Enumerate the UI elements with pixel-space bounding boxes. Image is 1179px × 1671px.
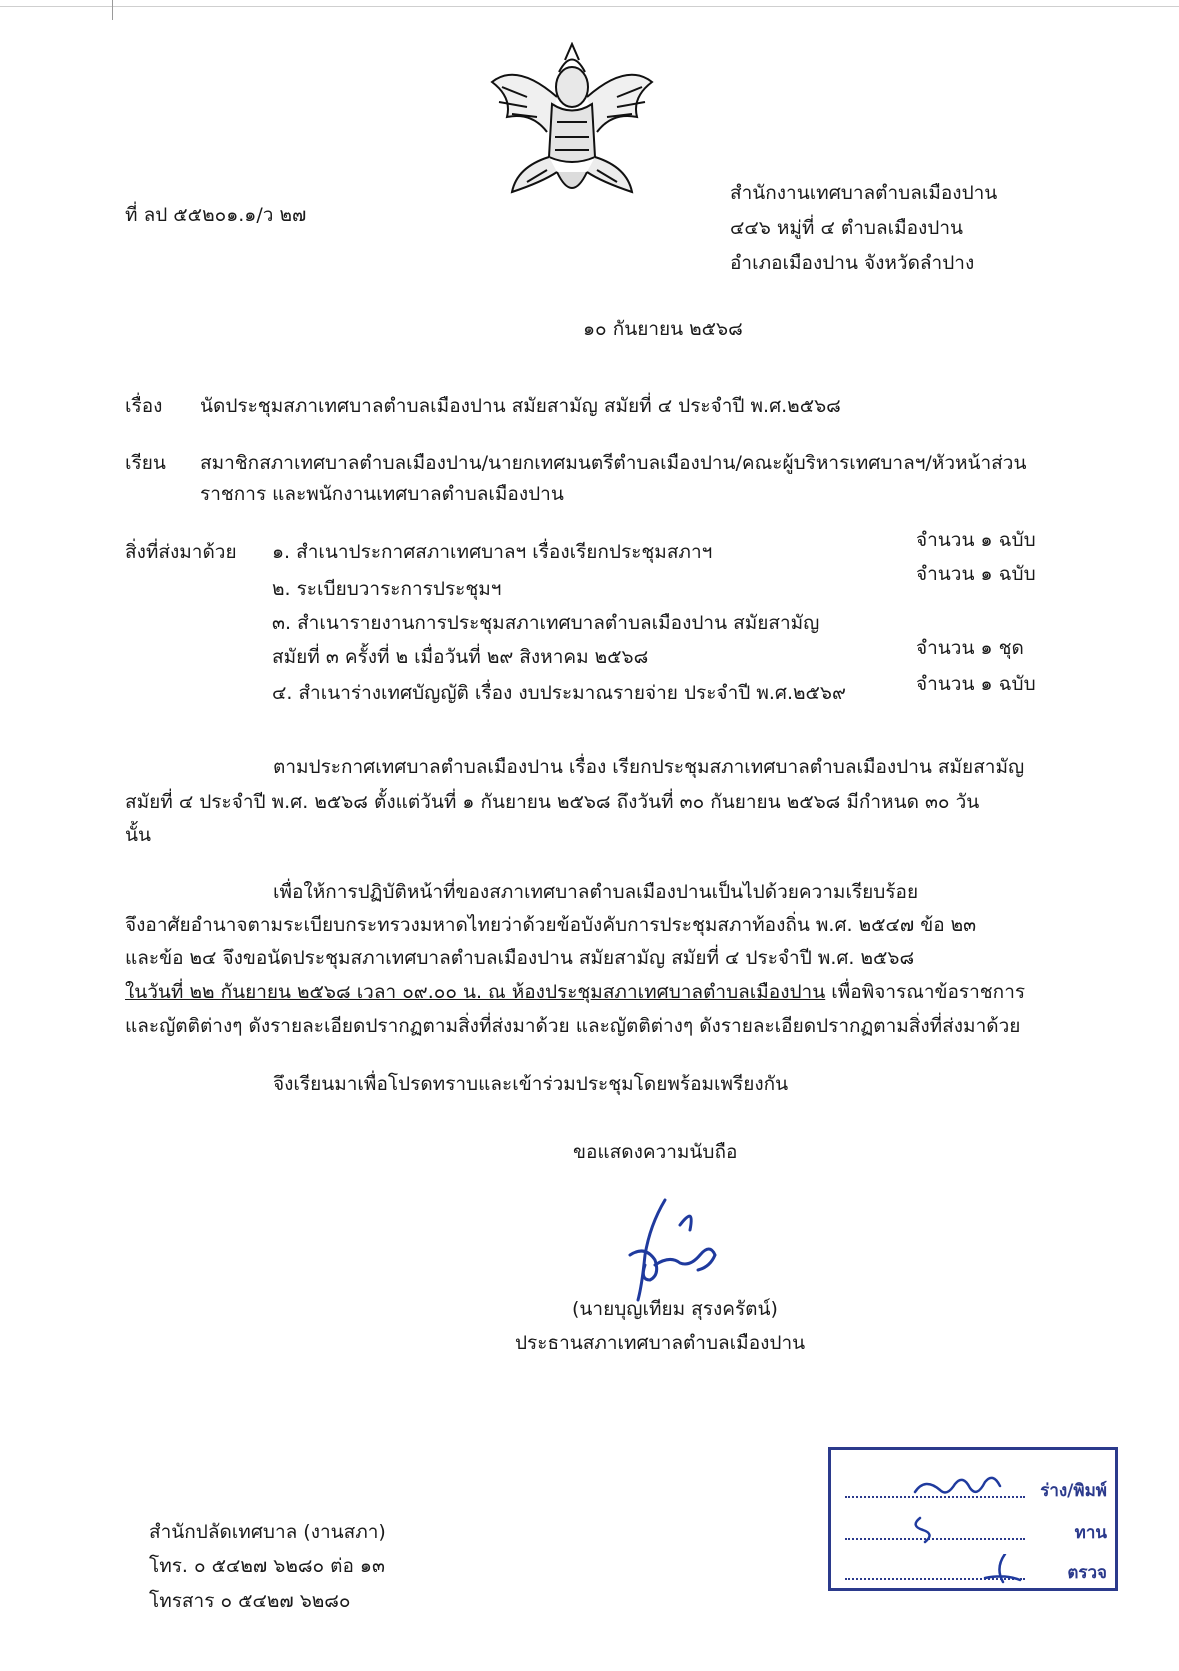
body-paragraph-line: จึงเรียนมาเพื่อโปรดทราบและเข้าร่วมประชุมโดยพร้อมเพรียงกัน bbox=[273, 1073, 789, 1095]
garuda-emblem-icon bbox=[487, 42, 657, 207]
body-paragraph-line: และญัตติต่างๆ ดังรายละเอียดปรากฏตามสิ่งที่ส่งมาด้วย และญัตติต่างๆ ดังรายละเอียดปรากฏตามสิ่งที่ส่งมาด้วย bbox=[125, 1015, 1021, 1037]
stamp-row bbox=[845, 1554, 1107, 1584]
enclosure-item: ๑. สำเนาประกาศสภาเทศบาลฯ เรื่องเรียกประชุมสภาฯ bbox=[272, 541, 713, 563]
enclosure-quantity: จำนวน ๑ ฉบับ bbox=[916, 563, 1036, 585]
body-paragraph-line: เพื่อให้การปฏิบัติหน้าที่ของสภาเทศบาลตำบลเมืองปานเป็นไปด้วยความเรียบร้อย bbox=[273, 881, 919, 903]
meeting-datetime-underlined: ในวันที่ ๒๒ กันยายน ๒๕๖๘ เวลา ๐๙.๐๐ น. ณ ห้องประชุมสภาเทศบาลตำบลเมืองปาน bbox=[125, 981, 826, 1003]
stamp-row bbox=[845, 1472, 1107, 1502]
enclosure-quantity: จำนวน ๑ ฉบับ bbox=[916, 529, 1036, 551]
body-paragraph-line: สมัยที่ ๔ ประจำปี พ.ศ. ๒๕๖๘ ตั้งแต่วันที่ ๑ กันยายน ๒๕๖๘ ถึงวันที่ ๓๐ กันยายน ๒๕๖๘ มีกำหนด ๓๐ วัน bbox=[125, 791, 980, 813]
enclosure-item: สมัยที่ ๓ ครั้งที่ ๒ เมื่อวันที่ ๒๙ สิงหาคม ๒๕๖๘ bbox=[272, 646, 649, 668]
stamp-label-review: ทาน bbox=[1074, 1523, 1107, 1543]
enclosure-quantity: จำนวน ๑ ชุด bbox=[916, 637, 1024, 659]
addressee-label: เรียน bbox=[125, 452, 166, 474]
body-paragraph-line: จึงอาศัยอำนาจตามระเบียบกระทรวงมหาดไทยว่าด้วยข้อบังคับการประชุมสภาท้องถิ่น พ.ศ. ๒๕๔๗ ข้อ ๒๓ bbox=[125, 914, 977, 936]
enclosure-quantity: จำนวน ๑ ฉบับ bbox=[916, 673, 1036, 695]
reference-number: ที่ ลป ๕๕๒๐๑.๑/ว ๒๗ bbox=[125, 204, 307, 226]
signatory-title: ประธานสภาเทศบาลตำบลเมืองปาน bbox=[515, 1332, 806, 1354]
enclosure-item: ๔. สำเนาร่างเทศบัญญัติ เรื่อง งบประมาณรายจ่าย ประจำปี พ.ศ.๒๕๖๙ bbox=[272, 682, 846, 704]
stamp-initials-signature bbox=[885, 1472, 1025, 1502]
signatory-name: (นายบุญเทียม สุรงครัตน์) bbox=[572, 1298, 778, 1320]
office-address-line: ๔๔๖ หมู่ที่ ๔ ตำบลเมืองปาน bbox=[730, 217, 964, 239]
letter-date: ๑๐ กันยายน ๒๕๖๘ bbox=[583, 318, 743, 340]
scan-edge-line bbox=[0, 6, 1179, 7]
stamp-initials-signature bbox=[885, 1554, 1025, 1584]
body-paragraph-line: และข้อ ๒๔ จึงขอนัดประชุมสภาเทศบาลตำบลเมืองปาน สมัยสามัญ สมัยที่ ๔ ประจำปี พ.ศ. ๒๕๖๘ bbox=[125, 947, 915, 969]
body-paragraph-line bbox=[125, 980, 1025, 1004]
stamp-label-draft: ร่าง/พิมพ์ bbox=[1040, 1481, 1107, 1501]
subject-text: นัดประชุมสภาเทศบาลตำบลเมืองปาน สมัยสามัญ สมัยที่ ๔ ประจำปี พ.ศ.๒๕๖๘ bbox=[200, 395, 841, 417]
handwritten-signature bbox=[610, 1195, 730, 1305]
review-stamp bbox=[828, 1447, 1118, 1591]
office-name: สำนักงานเทศบาลตำบลเมืองปาน bbox=[730, 182, 998, 204]
body-paragraph-line: นั้น bbox=[125, 824, 151, 846]
enclosure-item: ๓. สำเนารายงานการประชุมสภาเทศบาลตำบลเมืองปาน สมัยสามัญ bbox=[272, 612, 820, 634]
meeting-purpose: เพื่อพิจารณาข้อราชการ bbox=[825, 981, 1026, 1003]
footer-phone: โทร. ๐ ๕๔๒๗ ๖๒๘๐ ต่อ ๑๓ bbox=[149, 1555, 385, 1577]
body-paragraph-line: ตามประกาศเทศบาลตำบลเมืองปาน เรื่อง เรียกประชุมสภาเทศบาลตำบลเมืองปาน สมัยสามัญ bbox=[273, 756, 1025, 778]
stamp-label-check: ตรวจ bbox=[1067, 1563, 1107, 1583]
subject-label: เรื่อง bbox=[125, 395, 163, 417]
addressee-line: สมาชิกสภาเทศบาลตำบลเมืองปาน/นายกเทศมนตรีตำบลเมืองปาน/คณะผู้บริหารเทศบาลฯ/หัวหน้าส่วน bbox=[200, 452, 1027, 474]
enclosure-item: ๒. ระเบียบวาระการประชุมฯ bbox=[272, 578, 502, 600]
stamp-row bbox=[845, 1514, 1107, 1544]
enclosures-label: สิ่งที่ส่งมาด้วย bbox=[125, 541, 237, 563]
closing-salutation: ขอแสดงความนับถือ bbox=[573, 1141, 738, 1163]
footer-department: สำนักปลัดเทศบาล (งานสภา) bbox=[149, 1521, 386, 1543]
stamp-initials-signature bbox=[885, 1514, 1025, 1544]
scan-edge-tick bbox=[112, 0, 113, 20]
addressee-line: ราชการ และพนักงานเทศบาลตำบลเมืองปาน bbox=[200, 483, 564, 505]
office-district-province: อำเภอเมืองปาน จังหวัดลำปาง bbox=[730, 252, 975, 274]
footer-fax: โทรสาร ๐ ๕๔๒๗ ๖๒๘๐ bbox=[149, 1590, 351, 1612]
